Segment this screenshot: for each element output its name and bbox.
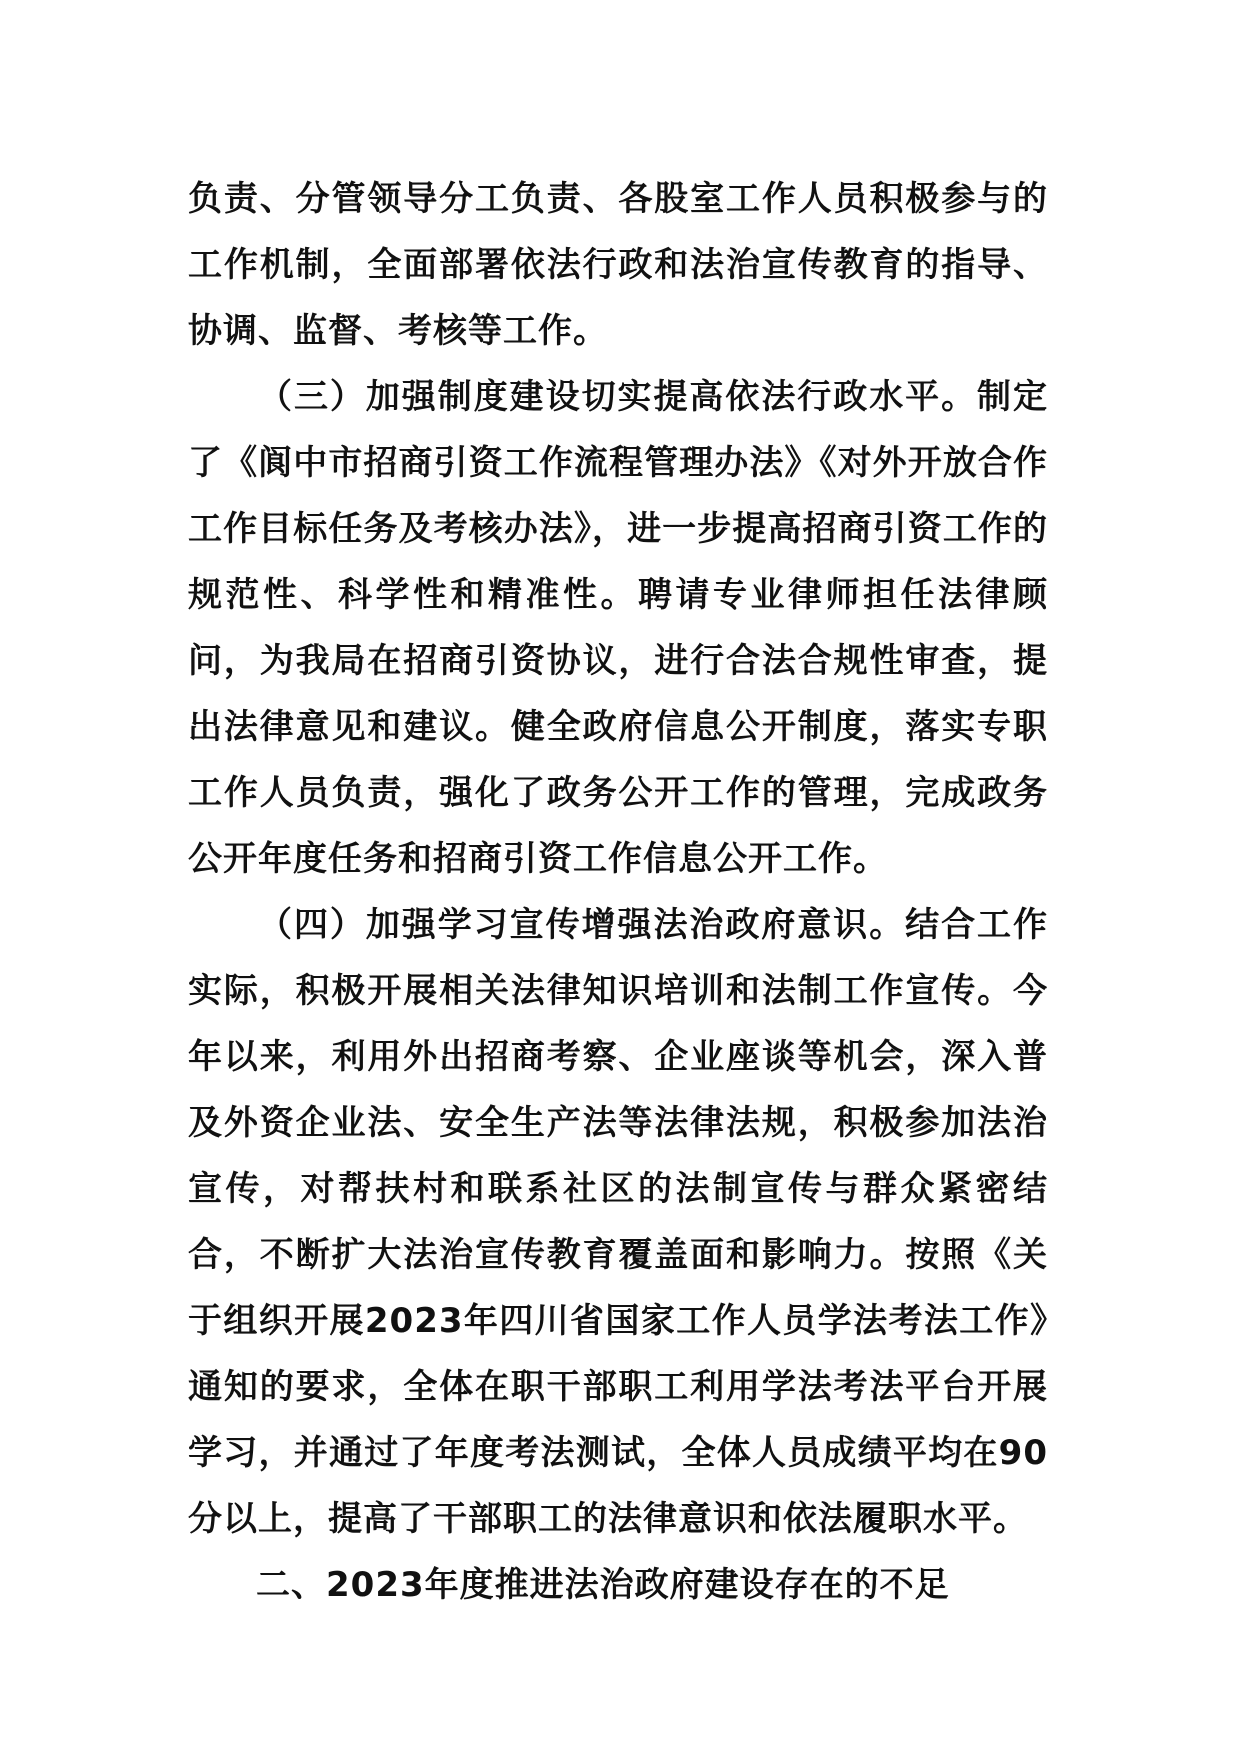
paragraph-continued: 负责、分管领导分工负责、各股室工作人员积极参与的工作机制，全面部署依法行政和法治宣传教育的指导、协调、监督、考核等工作。	[188, 179, 1048, 351]
document-body	[188, 166, 1048, 1618]
paragraph-section-four: （四）加强学习宣传增强法治政府意识。结合工作实际，积极开展相关法律知识培训和法制工作宣传。今年以来，利用外出招商考察、企业座谈等机会，深入普及外资企业法、安全生产法等法律法规，积极参加法治宣传，对帮扶村和联系社区的法制宣传与群众紧密结合，不断扩大法治宣传教育覆盖面和影响力。按照《关于组织开展2023年四川省国家工作人员学法考法工作》通知的要求，全体在职干部职工利用学法考法平台开展学习，并通过了年度考法测试，全体人员成绩平均在90分以上，提高了干部职工的法律意识和依法履职水平。	[188, 905, 1048, 1539]
section-heading: 二、2023年度推进法治政府建设存在的不足	[256, 1565, 950, 1605]
paragraph-section-three: （三）加强制度建设切实提高依法行政水平。制定了《阆中市招商引资工作流程管理办法》《对外开放合作工作目标任务及考核办法》，进一步提高招商引资工作的规范性、科学性和精准性。聘请专业律师担任法律顾问，为我局在招商引资协议，进行合法合规性审查，提出法律意见和建议。健全政府信息公开制度，落实专职工作人员负责，强化了政务公开工作的管理，完成政务公开年度任务和招商引资工作信息公开工作。	[188, 377, 1048, 879]
